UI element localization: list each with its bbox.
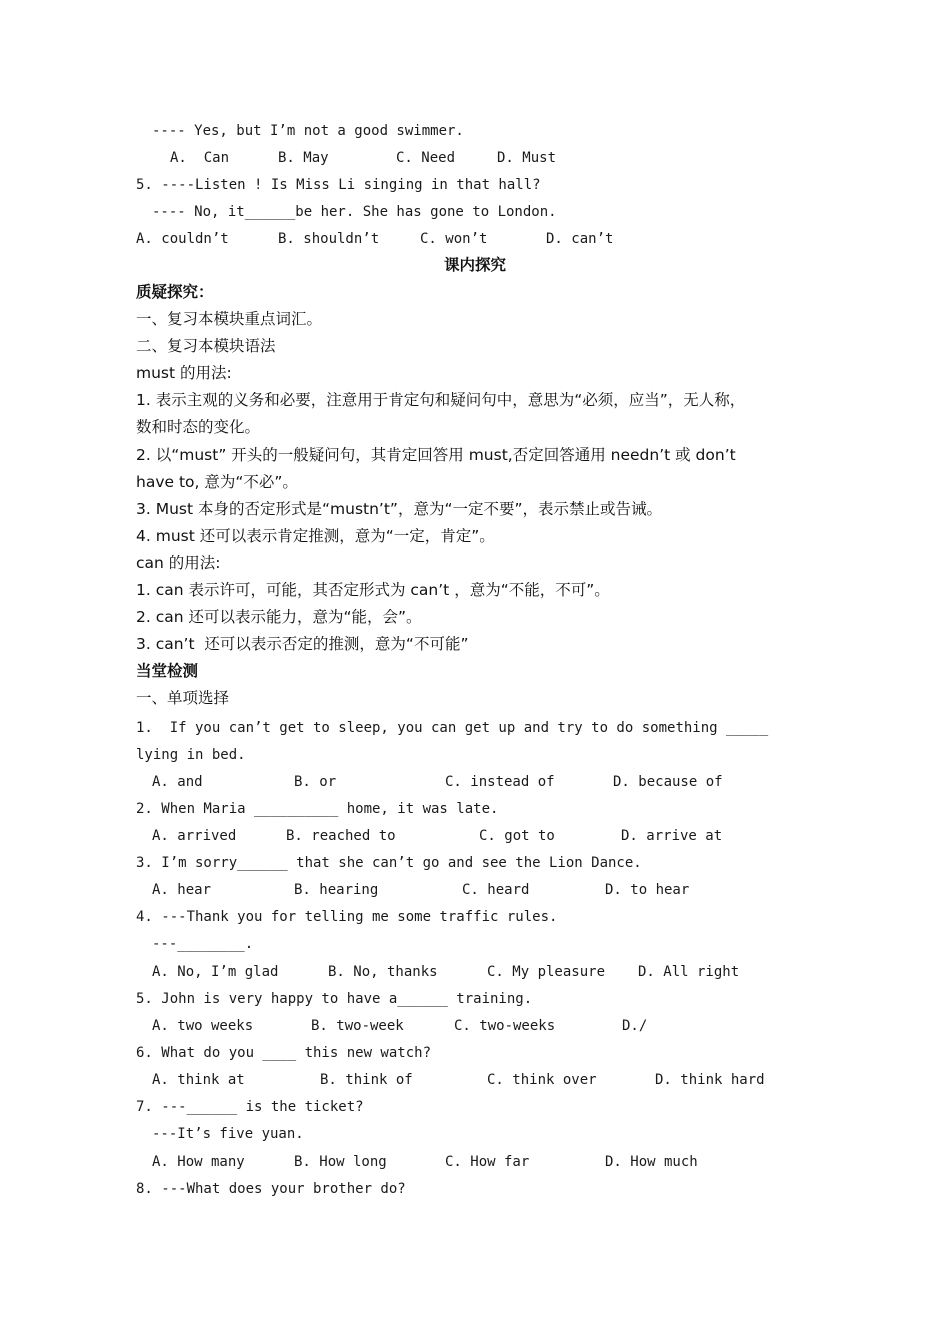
can-rule-3: 3. can’t 还可以表示否定的推测，意为“不可能” bbox=[136, 635, 469, 653]
check-q3-option-d: D. to hear bbox=[605, 882, 690, 898]
check-q1-option-a: A. and bbox=[152, 774, 203, 790]
check-q5-option-a: A. two weeks bbox=[152, 1018, 254, 1034]
check-q4-option-c: C. My pleasure bbox=[487, 964, 606, 980]
check-q4-option-d: D. All right bbox=[638, 964, 740, 980]
q4-option-c: C. Need bbox=[396, 150, 456, 166]
can-rule-1: 1. can 表示许可，可能，其否定形式为 can’t ，意为“不能，不可”。 bbox=[136, 581, 610, 599]
check-q6: 6. What do you ____ this new watch? bbox=[136, 1045, 432, 1061]
must-rule-2a: 2. 以“must” 开头的一般疑问句，其肯定回答用 must,否定回答通用 needn’t 或 don’t bbox=[136, 446, 736, 464]
must-rule-1a: 1. 表示主观的义务和必要，注意用于肯定句和疑问句中，意思为“必须，应当”，无人称， bbox=[136, 391, 746, 409]
check-q3: 3. I’m sorry______ that she can’t go and see the Lion Dance. bbox=[136, 855, 642, 871]
q5-option-a: A. couldn’t bbox=[136, 231, 229, 247]
check-q5-option-c: C. two-weeks bbox=[454, 1018, 556, 1034]
section-title: 课内探究 bbox=[443, 256, 506, 274]
check-q1-option-b: B. or bbox=[294, 774, 337, 790]
must-rule-3: 3. Must 本身的否定形式是“mustn’t”，意为“一定不要”，表示禁止或告诫。 bbox=[136, 500, 663, 518]
q5-option-b: B. shouldn’t bbox=[278, 231, 380, 247]
check-q1-option-c: C. instead of bbox=[445, 774, 555, 790]
must-rule-4: 4. must 还可以表示肯定推测，意为“一定，肯定”。 bbox=[136, 527, 495, 545]
check-q4-blank: ---________. bbox=[152, 936, 254, 952]
q5-option-c: C. won’t bbox=[420, 231, 488, 247]
q4-answer-line: ---- Yes, but I’m not a good swimmer. bbox=[152, 123, 464, 139]
check-q4-option-b: B. No, thanks bbox=[328, 964, 438, 980]
must-rule-1b: 数和时态的变化。 bbox=[136, 418, 261, 436]
check-q5-option-b: B. two-week bbox=[311, 1018, 404, 1034]
check-q4: 4. ---Thank you for telling me some traffic rules. bbox=[136, 909, 558, 925]
check-q4-option-a: A. No, I’m glad bbox=[152, 964, 279, 980]
check-q1-line2: lying in bed. bbox=[136, 747, 246, 763]
can-rule-2: 2. can 还可以表示能力，意为“能，会”。 bbox=[136, 608, 422, 626]
check-q8: 8. ---What does your brother do? bbox=[136, 1181, 406, 1197]
check-q7: 7. ---______ is the ticket? bbox=[136, 1099, 364, 1115]
check-q1-line1: 1. If you can’t get to sleep, you can get up and try to do something _____ bbox=[136, 720, 769, 736]
check-q3-option-b: B. hearing bbox=[294, 882, 379, 898]
check-q6-option-d: D. think hard bbox=[655, 1072, 765, 1088]
inquiry-item-1: 一、复习本模块重点词汇。 bbox=[136, 310, 323, 328]
check-q7-option-b: B. How long bbox=[294, 1154, 387, 1170]
check-q2-option-b: B. reached to bbox=[286, 828, 396, 844]
check-q3-option-a: A. hear bbox=[152, 882, 212, 898]
check-q5: 5. John is very happy to have a______ training. bbox=[136, 991, 533, 1007]
check-q5-option-d: D./ bbox=[622, 1018, 648, 1034]
check-q6-option-a: A. think at bbox=[152, 1072, 245, 1088]
check-q1-option-d: D. because of bbox=[613, 774, 723, 790]
check-q7-option-a: A. How many bbox=[152, 1154, 245, 1170]
check-q6-option-b: B. think of bbox=[320, 1072, 413, 1088]
q4-option-b: B. May bbox=[278, 150, 329, 166]
inquiry-item-2: 二、复习本模块语法 bbox=[136, 337, 276, 355]
inquiry-heading: 质疑探究： bbox=[136, 283, 214, 301]
check-q7-option-c: C. How far bbox=[445, 1154, 530, 1170]
q5-question: 5. ----Listen ! Is Miss Li singing in that hall? bbox=[136, 177, 541, 193]
check-q2-option-d: D. arrive at bbox=[621, 828, 723, 844]
q4-option-d: D. Must bbox=[497, 150, 557, 166]
q5-option-d: D. can’t bbox=[546, 231, 614, 247]
must-usage-title: must 的用法: bbox=[136, 364, 232, 382]
check-q2-option-c: C. got to bbox=[479, 828, 555, 844]
must-rule-2b: have to, 意为“不必”。 bbox=[136, 473, 298, 491]
q5-answer-line: ---- No, it______be her. She has gone to London. bbox=[152, 204, 557, 220]
check-q2-option-a: A. arrived bbox=[152, 828, 237, 844]
check-heading: 当堂检测 bbox=[136, 662, 199, 680]
check-q6-option-c: C. think over bbox=[487, 1072, 597, 1088]
check-q2: 2. When Maria __________ home, it was late. bbox=[136, 801, 499, 817]
check-q7-option-d: D. How much bbox=[605, 1154, 698, 1170]
q4-option-a: A. Can bbox=[170, 150, 230, 166]
can-usage-title: can 的用法: bbox=[136, 554, 221, 572]
check-subheading: 一、单项选择 bbox=[136, 689, 230, 707]
check-q7-answer: ---It’s five yuan. bbox=[152, 1126, 304, 1142]
check-q3-option-c: C. heard bbox=[462, 882, 530, 898]
